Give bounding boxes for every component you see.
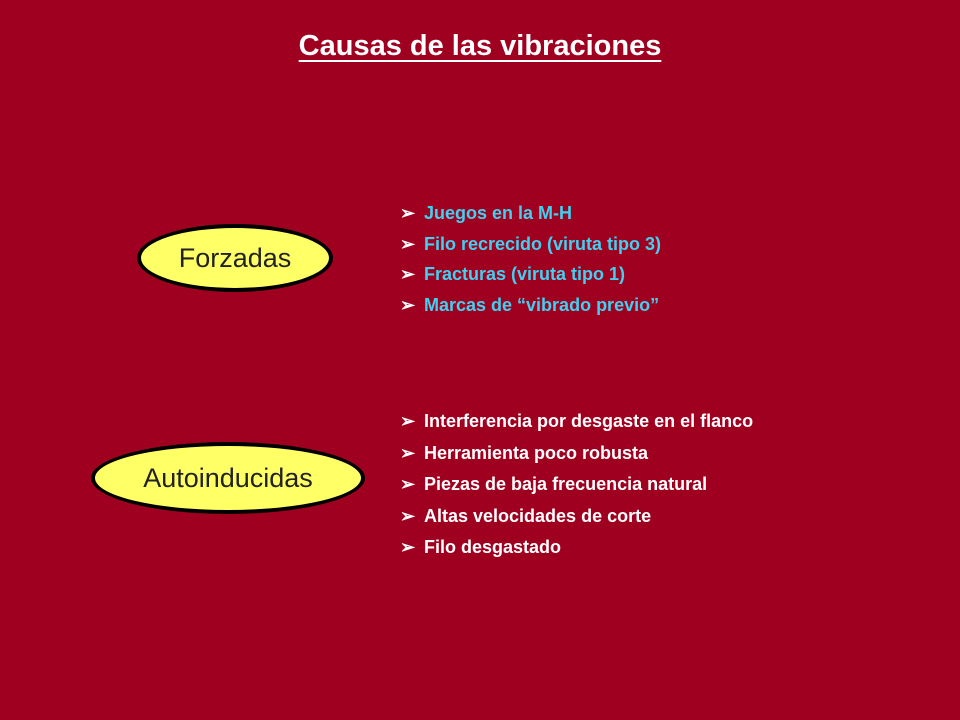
slide-title-text: Causas de las vibraciones [298, 30, 662, 62]
autoinducidas-label: Autoinducidas [143, 462, 313, 493]
list-item: ➢ Filo recrecido (viruta tipo 3) [398, 229, 661, 260]
autoinducidas-list [398, 406, 753, 564]
list-item: ➢ Juegos en la M-H [398, 198, 661, 229]
arrow-bullet-icon: ➢ [400, 474, 416, 494]
arrow-bullet-icon: ➢ [400, 233, 416, 254]
list-item: ➢ Piezas de baja frecuencia natural [398, 469, 753, 501]
forzadas-list [398, 198, 661, 320]
autoinducidas-oval [91, 442, 365, 514]
arrow-bullet-icon: ➢ [400, 411, 416, 431]
forzadas-oval [137, 224, 333, 292]
list-item: ➢ Herramienta poco robusta [398, 438, 753, 470]
arrow-bullet-icon: ➢ [400, 505, 416, 526]
arrow-bullet-icon: ➢ [400, 294, 416, 315]
arrow-bullet-icon: ➢ [400, 264, 416, 284]
list-item: ➢ Fracturas (viruta tipo 1) [398, 259, 661, 290]
forzadas-label: Forzadas [178, 242, 292, 273]
arrow-bullet-icon: ➢ [400, 203, 416, 223]
list-item: ➢ Marcas de “vibrado previo” [398, 290, 661, 321]
list-item: ➢ Interferencia por desgaste en el flanco [398, 406, 753, 438]
arrow-bullet-icon: ➢ [400, 537, 416, 557]
list-item: ➢ Altas velocidades de corte [398, 501, 753, 533]
arrow-bullet-icon: ➢ [400, 442, 416, 463]
slide-title [0, 30, 960, 63]
list-item: ➢ Filo desgastado [398, 532, 753, 564]
